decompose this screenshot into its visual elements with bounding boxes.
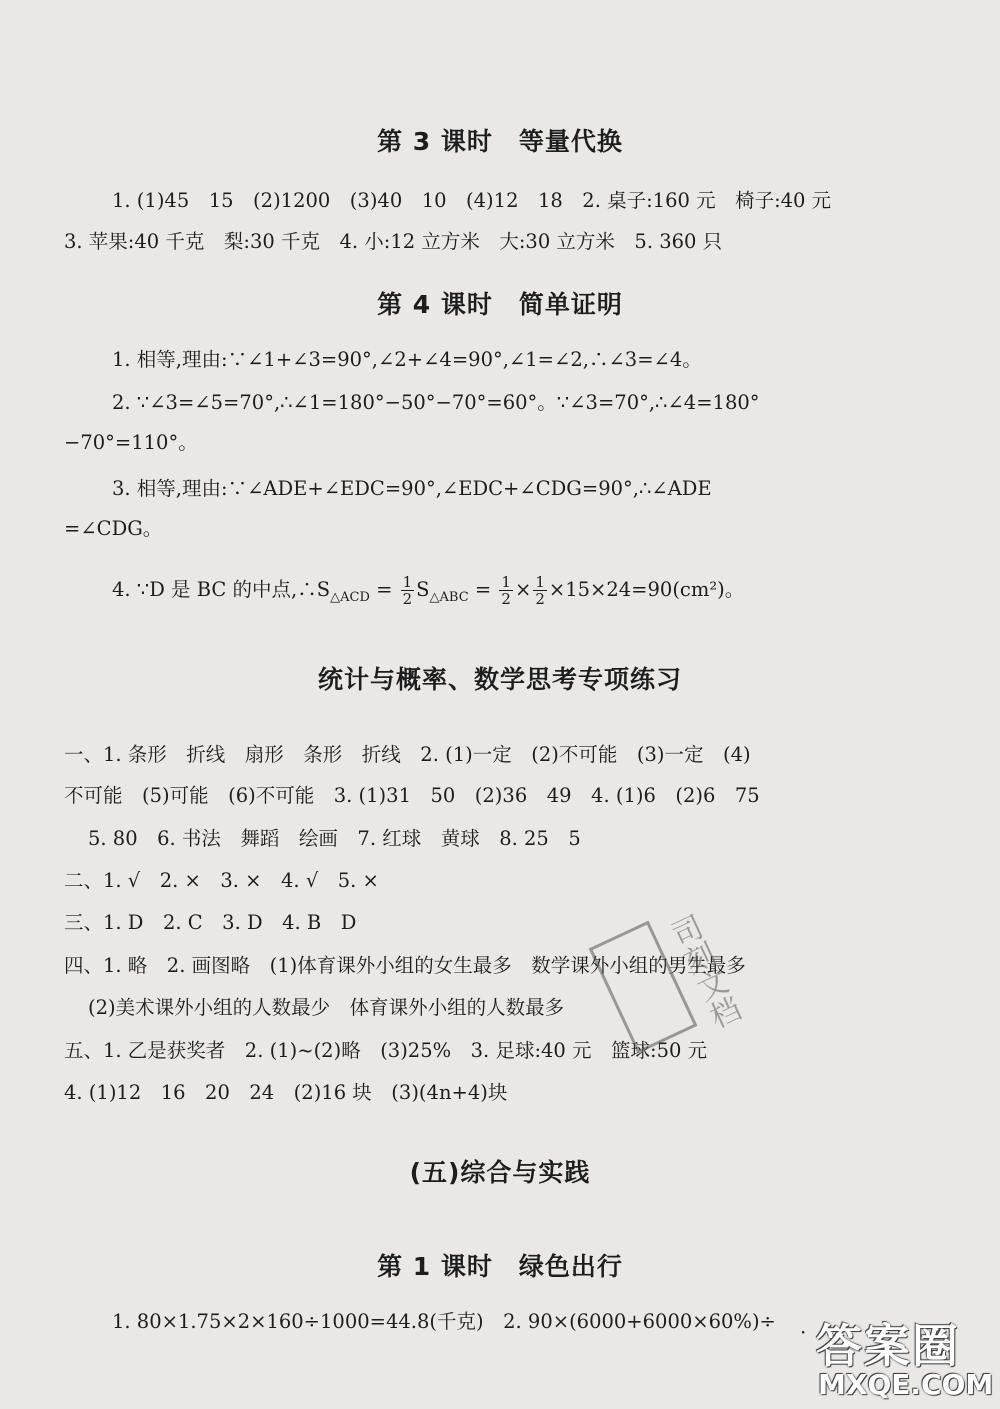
- section-title-green-travel: 第 1 课时 绿色出行: [377, 1252, 623, 1281]
- q4-sub1: △ACD: [330, 589, 370, 605]
- q4-s2: S: [416, 578, 430, 601]
- section-title-lesson3: 第 3 课时 等量代换: [377, 127, 623, 156]
- watermark-logo: [808, 1310, 998, 1405]
- page-marker: ·: [800, 1320, 807, 1344]
- answer-line: 2. ∵∠3=∠5=70°,∴∠1=180°−50°−70°=60°。∵∠3=70°,∴∠4=180°: [112, 391, 760, 414]
- q4-sub2: △ABC: [429, 589, 469, 605]
- answer-line: 3. 苹果:40 千克 梨:30 千克 4. 小:12 立方米 大:30 立方米 5. 360 只: [64, 230, 723, 253]
- answer-line: 不可能 (5)可能 (6)不可能 3. (1)31 50 (2)36 49 4. (1)6 (2)6 75: [64, 784, 760, 807]
- fraction-half: $\frac{1}{2}$: [501, 573, 511, 608]
- section-title-practice: (五)综合与实践: [409, 1158, 591, 1187]
- answer-line: 五、1. 乙是获奖者 2. (1)~(2)略 (3)25% 3. 足球:40 元 篮球:50 元: [64, 1039, 708, 1062]
- watermark-cn: 答案圈: [816, 1319, 960, 1373]
- answer-line: −70°=110°。: [64, 431, 198, 454]
- answer-line: 四、1. 略 2. 画图略 (1)体育课外小组的女生最多 数学课外小组的男生最多: [64, 954, 746, 977]
- q4-times: ×: [514, 578, 532, 601]
- fraction-half: $\frac{1}{2}$: [402, 573, 413, 608]
- q4-prefix: 4. ∵D 是 BC 的中点,∴S: [112, 578, 331, 601]
- answer-line: =∠CDG。: [64, 517, 163, 540]
- answer-line: 1. 相等,理由:∵∠1+∠3=90°,∠2+∠4=90°,∠1=∠2,∴∠3=∠4。: [112, 348, 702, 371]
- answer-line: 5. 80 6. 书法 舞蹈 绘画 7. 红球 黄球 8. 25 5: [88, 827, 581, 850]
- fraction-half: $\frac{1}{2}$: [535, 573, 545, 608]
- answer-line: 一、1. 条形 折线 扇形 条形 折线 2. (1)一定 (2)不可能 (3)一定 (4): [64, 743, 751, 766]
- watermark-en: MXQE.COM: [818, 1368, 994, 1401]
- section-title-lesson4: 第 4 课时 简单证明: [377, 290, 623, 319]
- answer-line: 二、1. √ 2. × 3. × 4. √ 5. ×: [64, 869, 379, 892]
- answer-line: 三、1. D 2. C 3. D 4. B D: [64, 911, 357, 934]
- q4-eq: =: [369, 578, 399, 601]
- answer-line: 1. 80×1.75×2×160÷1000=44.8(千克) 2. 90×(6000+6000×60%)÷: [112, 1310, 776, 1333]
- section-title-statistics: 统计与概率、数学思考专项练习: [317, 665, 682, 694]
- answer-line: 3. 相等,理由:∵∠ADE+∠EDC=90°,∠EDC+∠CDG=90°,∴∠ADE: [112, 477, 712, 500]
- answer-line-q4: [112, 574, 744, 613]
- stamp-text: 司刻文档: [661, 910, 745, 1035]
- answer-line: (2)美术课外小组的人数最少 体育课外小组的人数最多: [88, 996, 565, 1019]
- answer-line: 4. (1)12 16 20 24 (2)16 块 (3)(4n+4)块: [64, 1081, 508, 1104]
- q4-eq2: =: [468, 578, 498, 601]
- q4-tail: ×15×24=90(cm²)。: [548, 578, 745, 601]
- answer-line: 1. (1)45 15 (2)1200 (3)40 10 (4)12 18 2. 桌子:160 元 椅子:40 元: [112, 189, 832, 212]
